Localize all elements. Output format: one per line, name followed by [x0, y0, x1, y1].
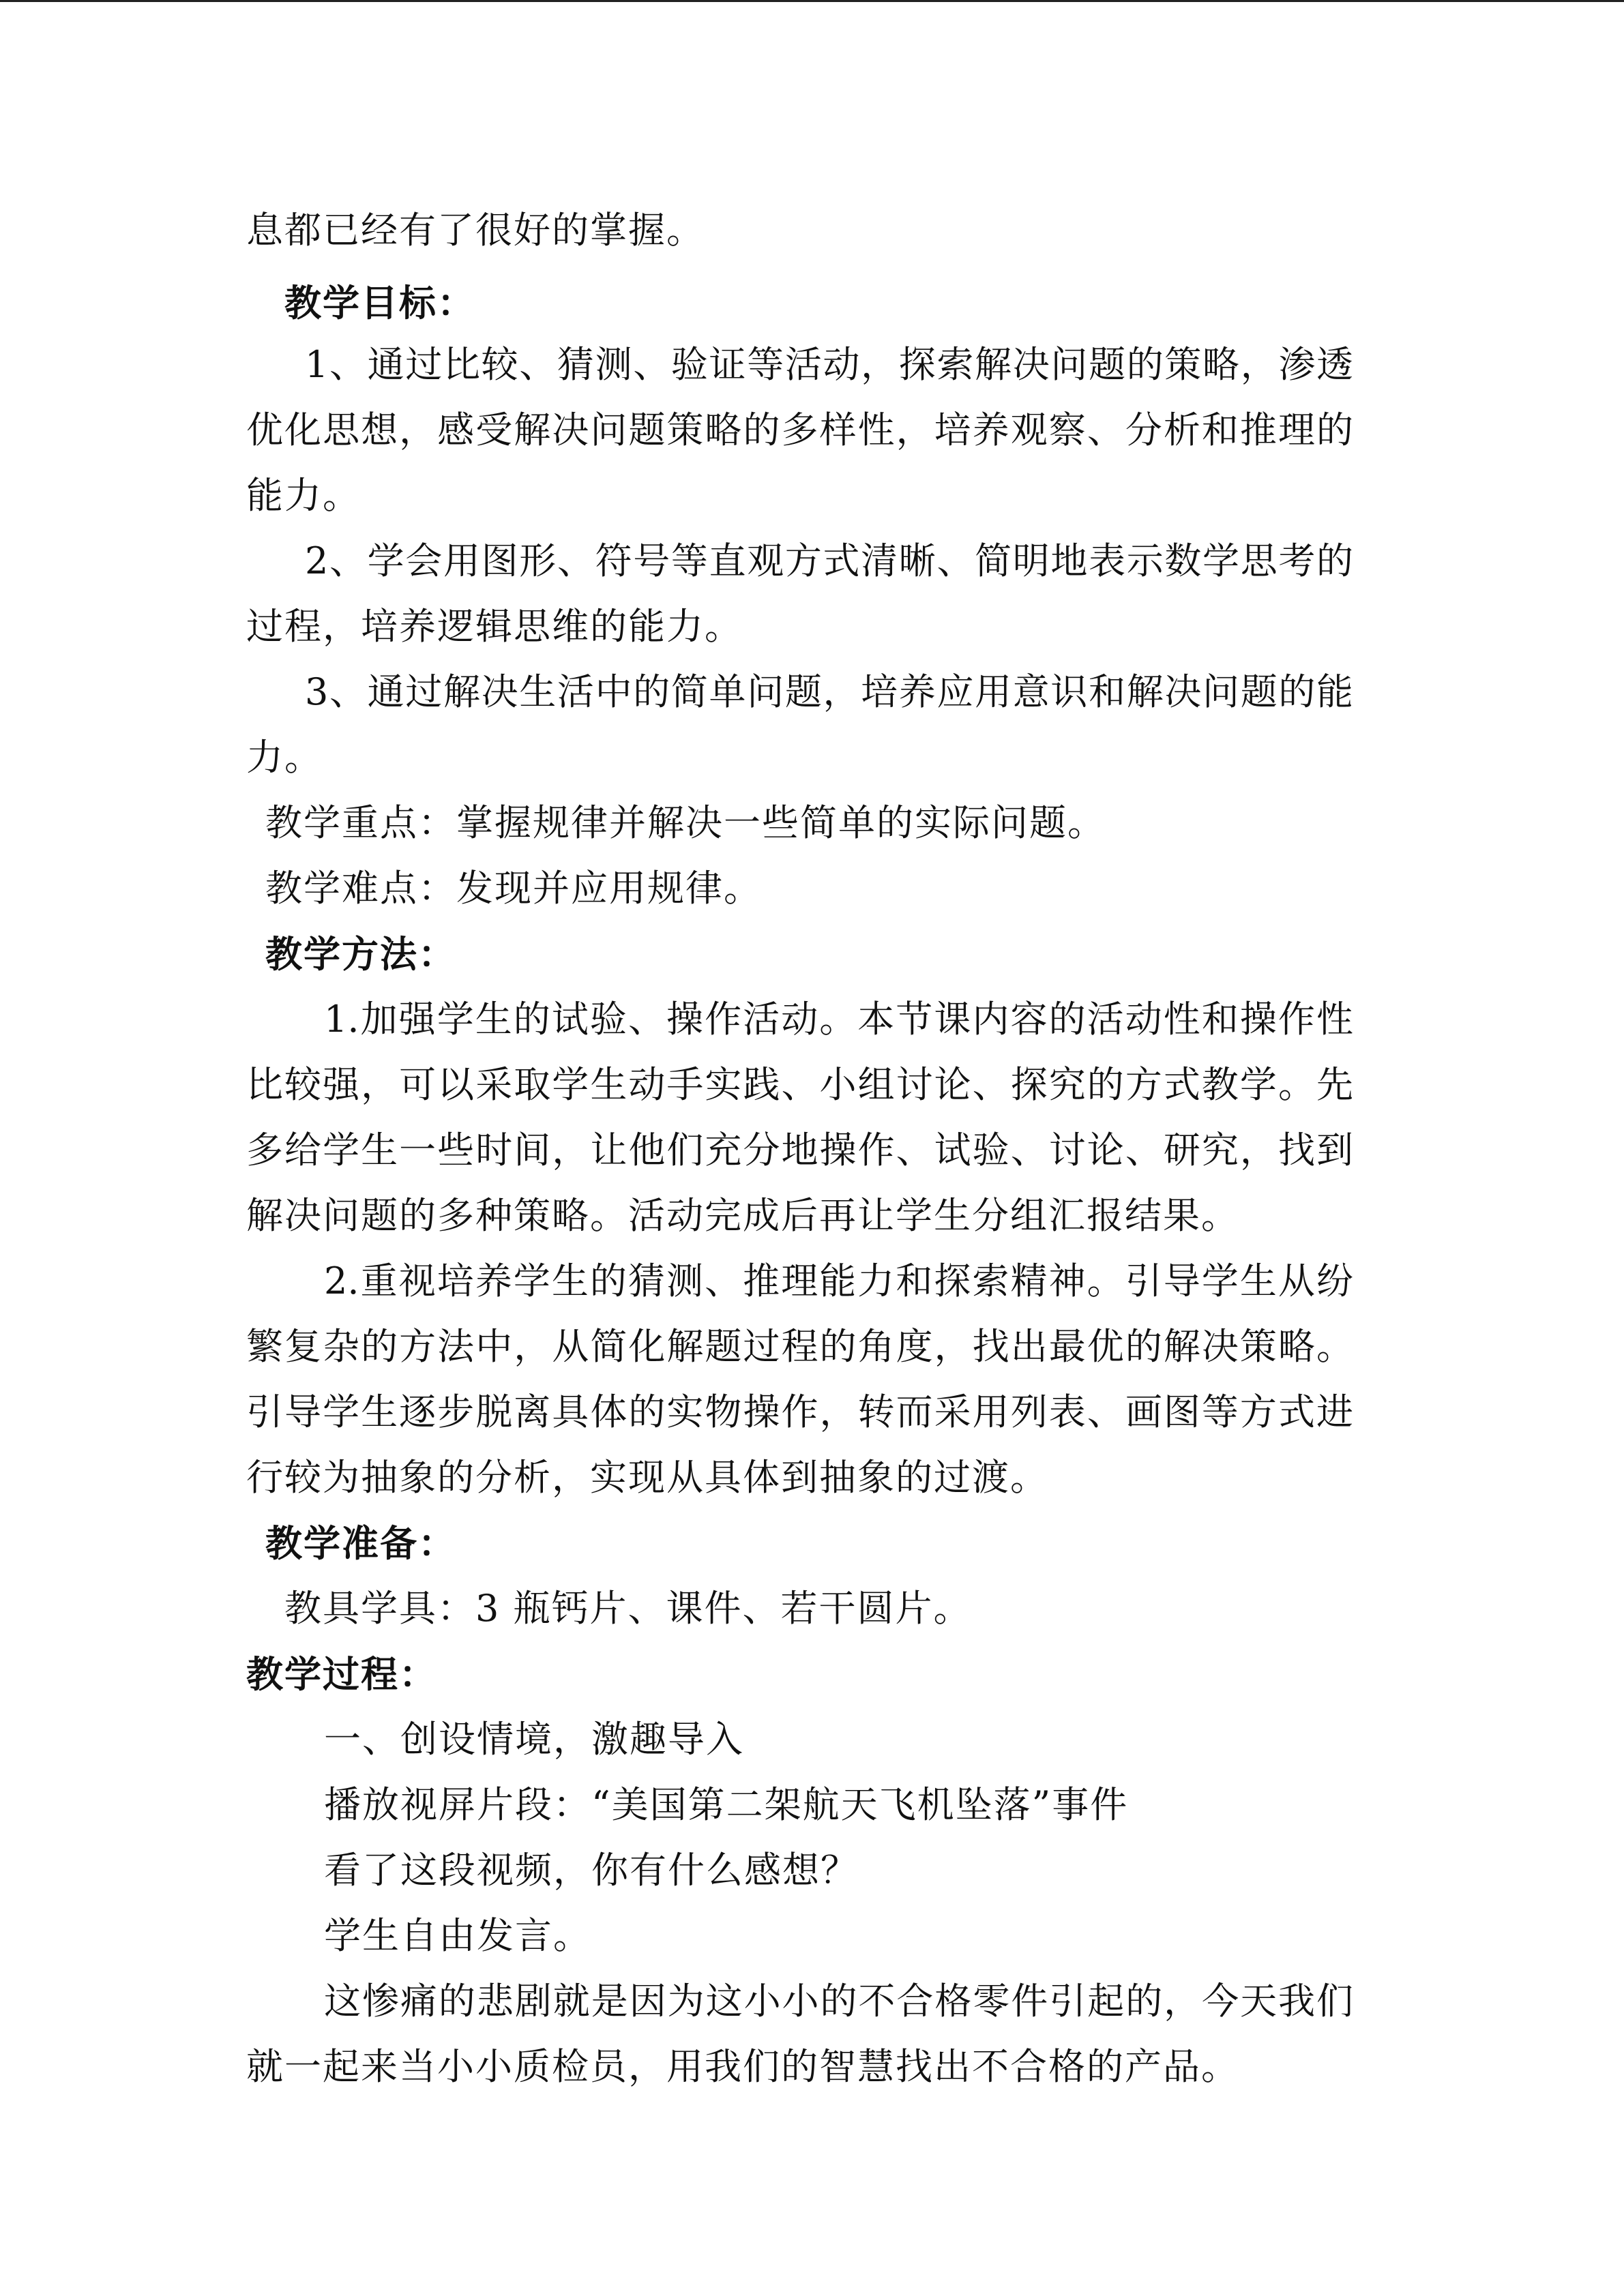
text-line: 多给学生一些时间，让他们充分地操作、试验、讨论、研究，找到 — [246, 1129, 1353, 1172]
text-difficult-point: 教学难点：发现并应用规律。 — [265, 867, 762, 910]
text-teaching-aids: 教具学具：3 瓶钙片、课件、若干圆片。 — [284, 1587, 972, 1630]
text-line: 力。 — [246, 736, 323, 779]
text-line: 解决问题的多种策略。活动完成后再让学生分组汇报结果。 — [246, 1194, 1239, 1237]
text-line: 繁复杂的方法中，从简化解题过程的角度，找出最优的解决策略。 — [246, 1325, 1353, 1368]
text-line: 2.重视培养学生的猜测、推理能力和探索精神。引导学生从纷 — [324, 1259, 1353, 1302]
text-line: 这惨痛的悲剧就是因为这小小的不合格零件引起的，今天我们 — [324, 1980, 1353, 2023]
text-line: 行较为抽象的分析，实现从具体到抽象的过渡。 — [246, 1456, 1048, 1499]
text-line: 播放视屏片段：“美国第二架航天飞机坠落”事件 — [324, 1783, 1129, 1826]
text-line: 看了这段视频，你有什么感想？ — [324, 1849, 859, 1892]
text-line: 息都已经有了很好的掌握。 — [246, 209, 705, 252]
text-line: 1、通过比较、猜测、验证等活动，探索解决问题的策略，渗透 — [305, 343, 1353, 386]
text-line: 比较强，可以采取学生动手实践、小组讨论、探究的方式教学。先 — [246, 1063, 1353, 1106]
text-line: 引导学生逐步脱离具体的实物操作，转而采用列表、画图等方式进 — [246, 1390, 1353, 1433]
text-line: 过程，培养逻辑思维的能力。 — [246, 605, 743, 648]
text-line: 能力。 — [246, 474, 361, 517]
text-line: 就一起来当小小质检员，用我们的智慧找出不合格的产品。 — [246, 2045, 1239, 2088]
text-key-point: 教学重点：掌握规律并解决一些简单的实际问题。 — [265, 801, 1106, 844]
text-line: 2、学会用图形、符号等直观方式清晰、简明地表示数学思考的 — [305, 539, 1353, 582]
section-heading-preparation: 教学准备： — [265, 1521, 456, 1565]
section-heading-process: 教学过程： — [246, 1652, 437, 1696]
section-heading-objectives: 教学目标： — [284, 281, 475, 325]
text-line: 1.加强学生的试验、操作活动。本节课内容的活动性和操作性 — [324, 998, 1353, 1041]
text-line: 3、通过解决生活中的简单问题，培养应用意识和解决问题的能 — [305, 670, 1353, 713]
text-step-one: 一、创设情境，激趣导入 — [324, 1718, 744, 1761]
text-line: 学生自由发言。 — [324, 1914, 591, 1957]
text-line: 优化思想，感受解决问题策略的多样性，培养观察、分析和推理的 — [246, 408, 1353, 451]
section-heading-methods: 教学方法： — [265, 932, 456, 976]
